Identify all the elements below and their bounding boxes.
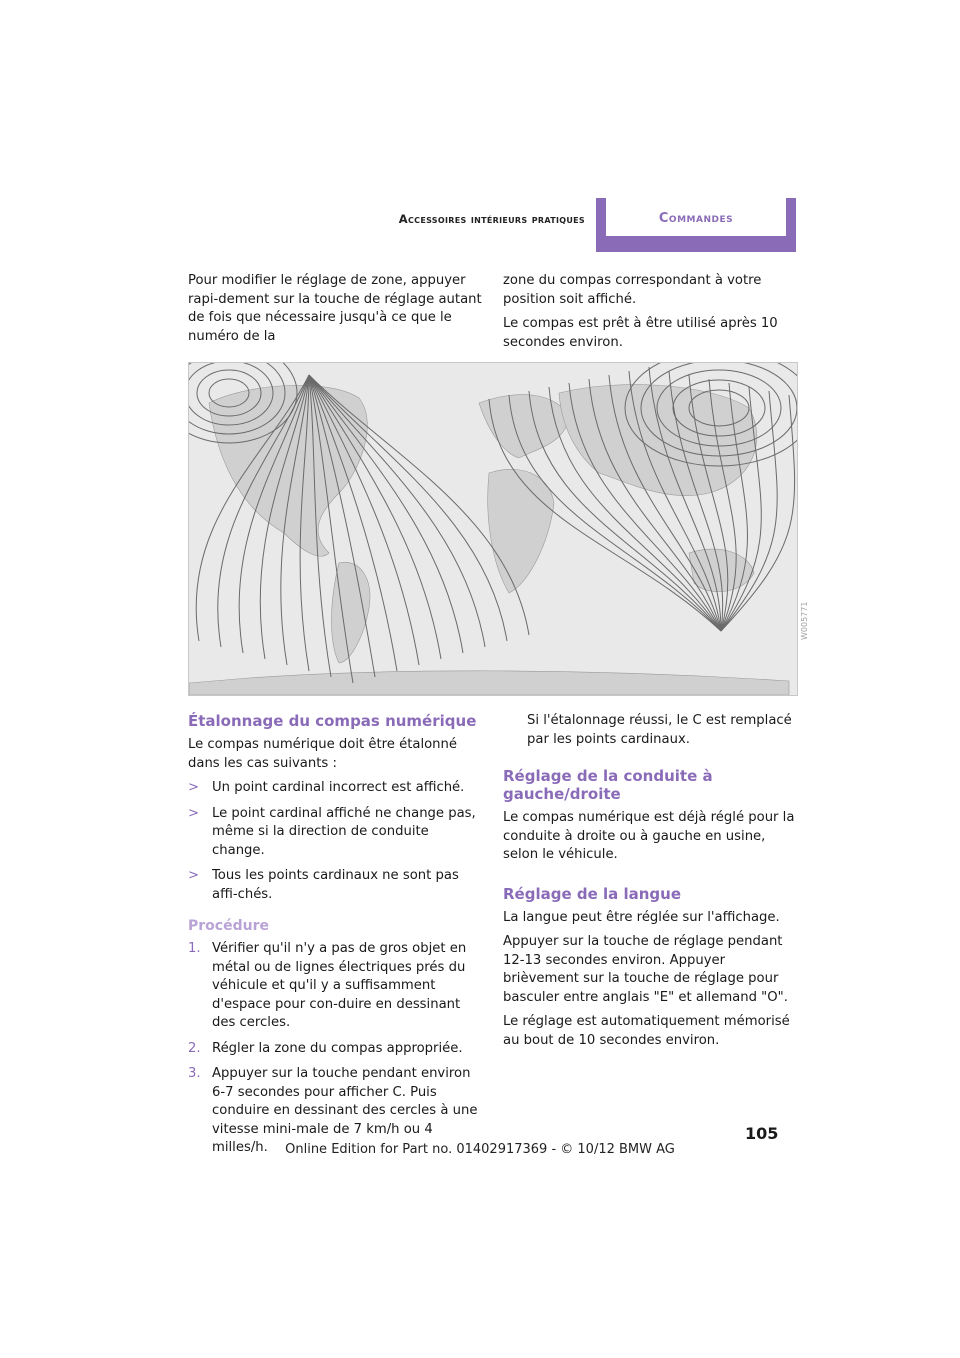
landmass bbox=[488, 469, 554, 593]
page-number: 105 bbox=[745, 1124, 779, 1143]
bullet-marker: > bbox=[188, 780, 200, 795]
intro-right-column bbox=[503, 272, 799, 358]
intro-text-right-1: zone du compas correspondant à votre position soit affiché. bbox=[503, 273, 762, 307]
intro-left-column bbox=[188, 272, 484, 352]
calibration-cases bbox=[188, 779, 484, 904]
chapter-tab bbox=[596, 198, 796, 252]
step-item: 3. Appuyer sur la touche pendant environ 6-7 secondes pour afficher C. Puis conduire en dessinant des cercles à une vitesse mini-male de 7 km/h ou 4 milles/h. bbox=[188, 1066, 478, 1155]
bullet-marker: > bbox=[188, 868, 200, 883]
landmass bbox=[189, 671, 789, 695]
calibration-section bbox=[188, 712, 484, 1165]
intro-text-right-2: Le compas est prêt à être utilisé après 10 secondes environ. bbox=[503, 316, 778, 350]
world-landmasses bbox=[189, 385, 789, 695]
compass-zone-map bbox=[188, 362, 798, 696]
calibration-title: Étalonnage du compas numérique bbox=[188, 712, 477, 730]
language-text-3: Le réglage est automatiquement mémorisé au bout de 10 secondes environ. bbox=[503, 1014, 790, 1048]
compass-zone-map-graphic bbox=[189, 363, 797, 695]
list-item: > Un point cardinal incorrect est affiché. bbox=[188, 779, 484, 798]
procedure-steps bbox=[188, 940, 484, 1158]
landmass bbox=[479, 395, 569, 458]
step-item: 2. Régler la zone du compas appropriée. bbox=[188, 1040, 463, 1056]
chapter-tab-label: Commandes bbox=[606, 198, 786, 236]
list-item: > Le point cardinal affiché ne change pas, même si la direction de conduite change. bbox=[188, 805, 476, 858]
language-title: Réglage de la langue bbox=[503, 884, 682, 903]
right-column bbox=[503, 712, 799, 1056]
driving-side-text: Le compas numérique est déjà réglé pour la conduite à droite ou à gauche en usine, selon le véhicule. bbox=[503, 810, 795, 862]
procedure-title: Procédure bbox=[188, 918, 269, 934]
language-text-1: La langue peut être réglée sur l'affichage. bbox=[503, 909, 780, 925]
language-text-2: Appuyer sur la touche de réglage pendant 12-13 secondes environ. Appuyer brièvement sur la touche de réglage pour basculer entre anglais "E" et allemand "O". bbox=[503, 934, 788, 1005]
step-item: 1. Vérifier qu'il n'y a pas de gros objet en métal ou de lignes électriques prés du véhicule et qu'il y a suffisamment d'espace pour con-duire en dessinant des cercles. bbox=[188, 941, 467, 1030]
edition-footer: Online Edition for Part no. 01402917369 - © 10/12 BMW AG bbox=[285, 1142, 675, 1157]
calibration-result: Si l'étalonnage réussi, le C est remplacé par les points cardinaux. bbox=[527, 713, 792, 747]
section-title: Accessoires intérieurs pratiques bbox=[398, 212, 585, 226]
list-item: > Tous les points cardinaux ne sont pas affi-chés. bbox=[188, 868, 459, 902]
calibration-intro: Le compas numérique doit être étalonné dans les cas suivants : bbox=[188, 737, 458, 771]
intro-text-left: Pour modifier le réglage de zone, appuyer rapi-dement sur la touche de réglage autant de fois que nécessaire jusqu'à ce que le numéro de la bbox=[188, 273, 482, 344]
driving-side-title: Réglage de la conduite à gauche/droite bbox=[503, 767, 713, 803]
figure-code: W005771 bbox=[800, 601, 809, 640]
bullet-marker: > bbox=[188, 805, 200, 821]
